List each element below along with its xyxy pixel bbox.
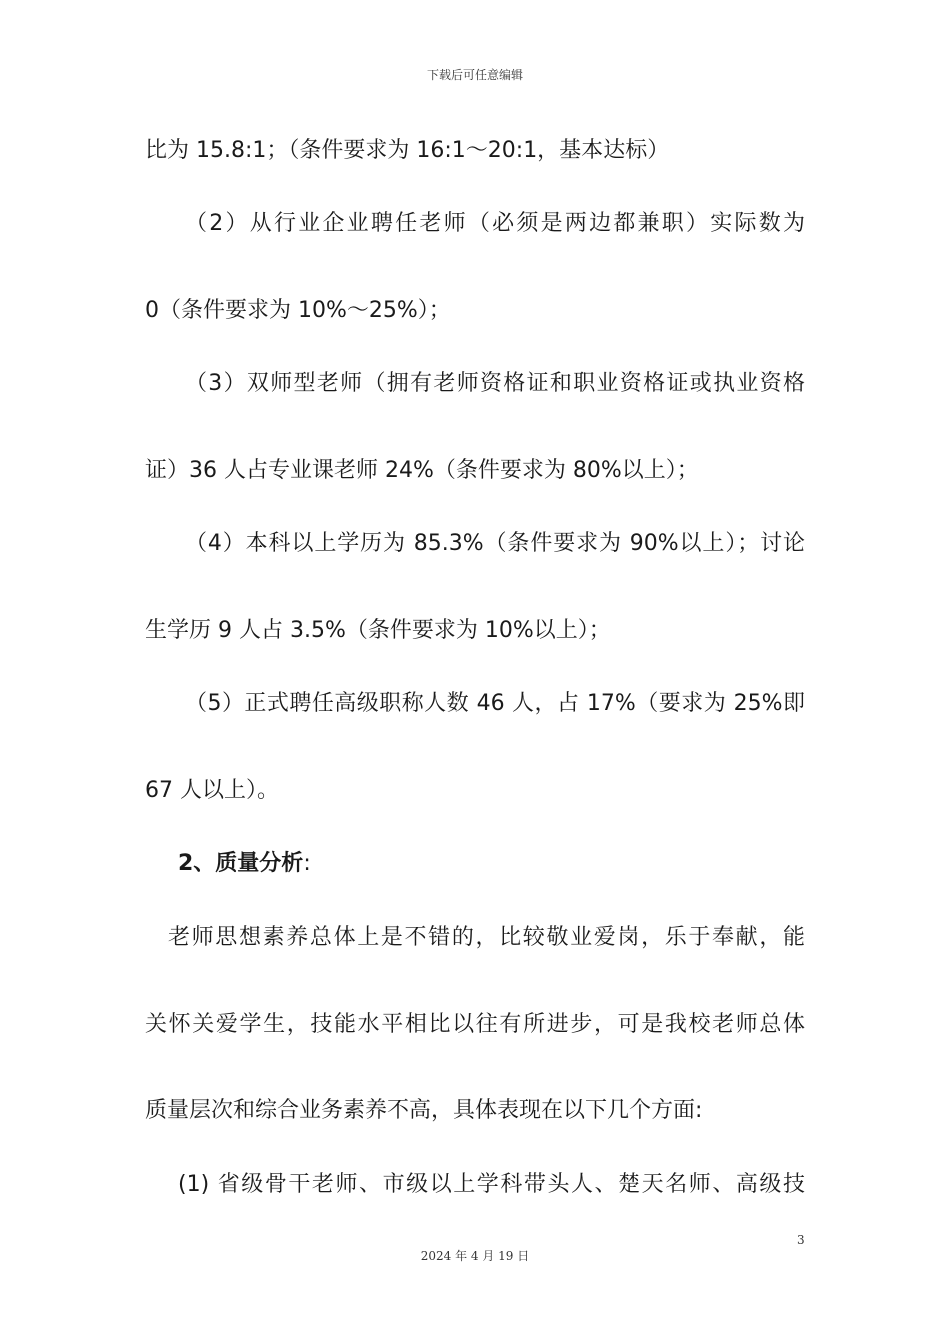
section-heading-colon: : <box>303 851 311 876</box>
paragraph-line: （3）双师型老师（拥有老师资格证和职业资格证或执业资格 <box>185 371 805 396</box>
paragraph-line: （2）从行业企业聘任老师（必须是两边都兼职）实际数为 <box>185 211 805 236</box>
page-number: 3 <box>797 1233 805 1247</box>
paragraph-line: 证）36 人占专业课老师 24%（条件要求为 80%以上）； <box>145 458 699 483</box>
paragraph-line: 生学历 9 人占 3.5%（条件要求为 10%以上）； <box>145 618 611 643</box>
page-footer-date: 2024 年 4 月 19 日 <box>420 1249 530 1263</box>
paragraph-line: （5）正式聘任高级职称人数 46 人，占 17%（要求为 25%即 <box>185 691 805 716</box>
section-heading <box>178 849 311 879</box>
paragraph-line: 比为 15.8:1；（条件要求为 16:1～20:1，基本达标） <box>145 138 670 163</box>
paragraph-line: （4）本科以上学历为 85.3%（条件要求为 90%以上）；讨论 <box>185 531 805 556</box>
paragraph-line: 0（条件要求为 10%～25%）； <box>145 298 451 323</box>
page-header: 下载后可任意编辑 <box>426 68 523 82</box>
section-heading-text: 2、质量分析 <box>178 851 304 876</box>
paragraph-line: 67 人以上）。 <box>145 778 279 803</box>
paragraph-line: 关怀关爱学生，技能水平相比以往有所进步，可是我校老师总体 <box>145 1012 805 1037</box>
paragraph-line: 质量层次和综合业务素养不高，具体表现在以下几个方面: <box>145 1098 703 1123</box>
paragraph-line: 老师思想素养总体上是不错的，比较敬业爱岗，乐于奉献，能 <box>168 925 805 950</box>
paragraph-line: (1) 省级骨干老师、市级以上学科带头人、楚天名师、高级技 <box>178 1172 805 1197</box>
